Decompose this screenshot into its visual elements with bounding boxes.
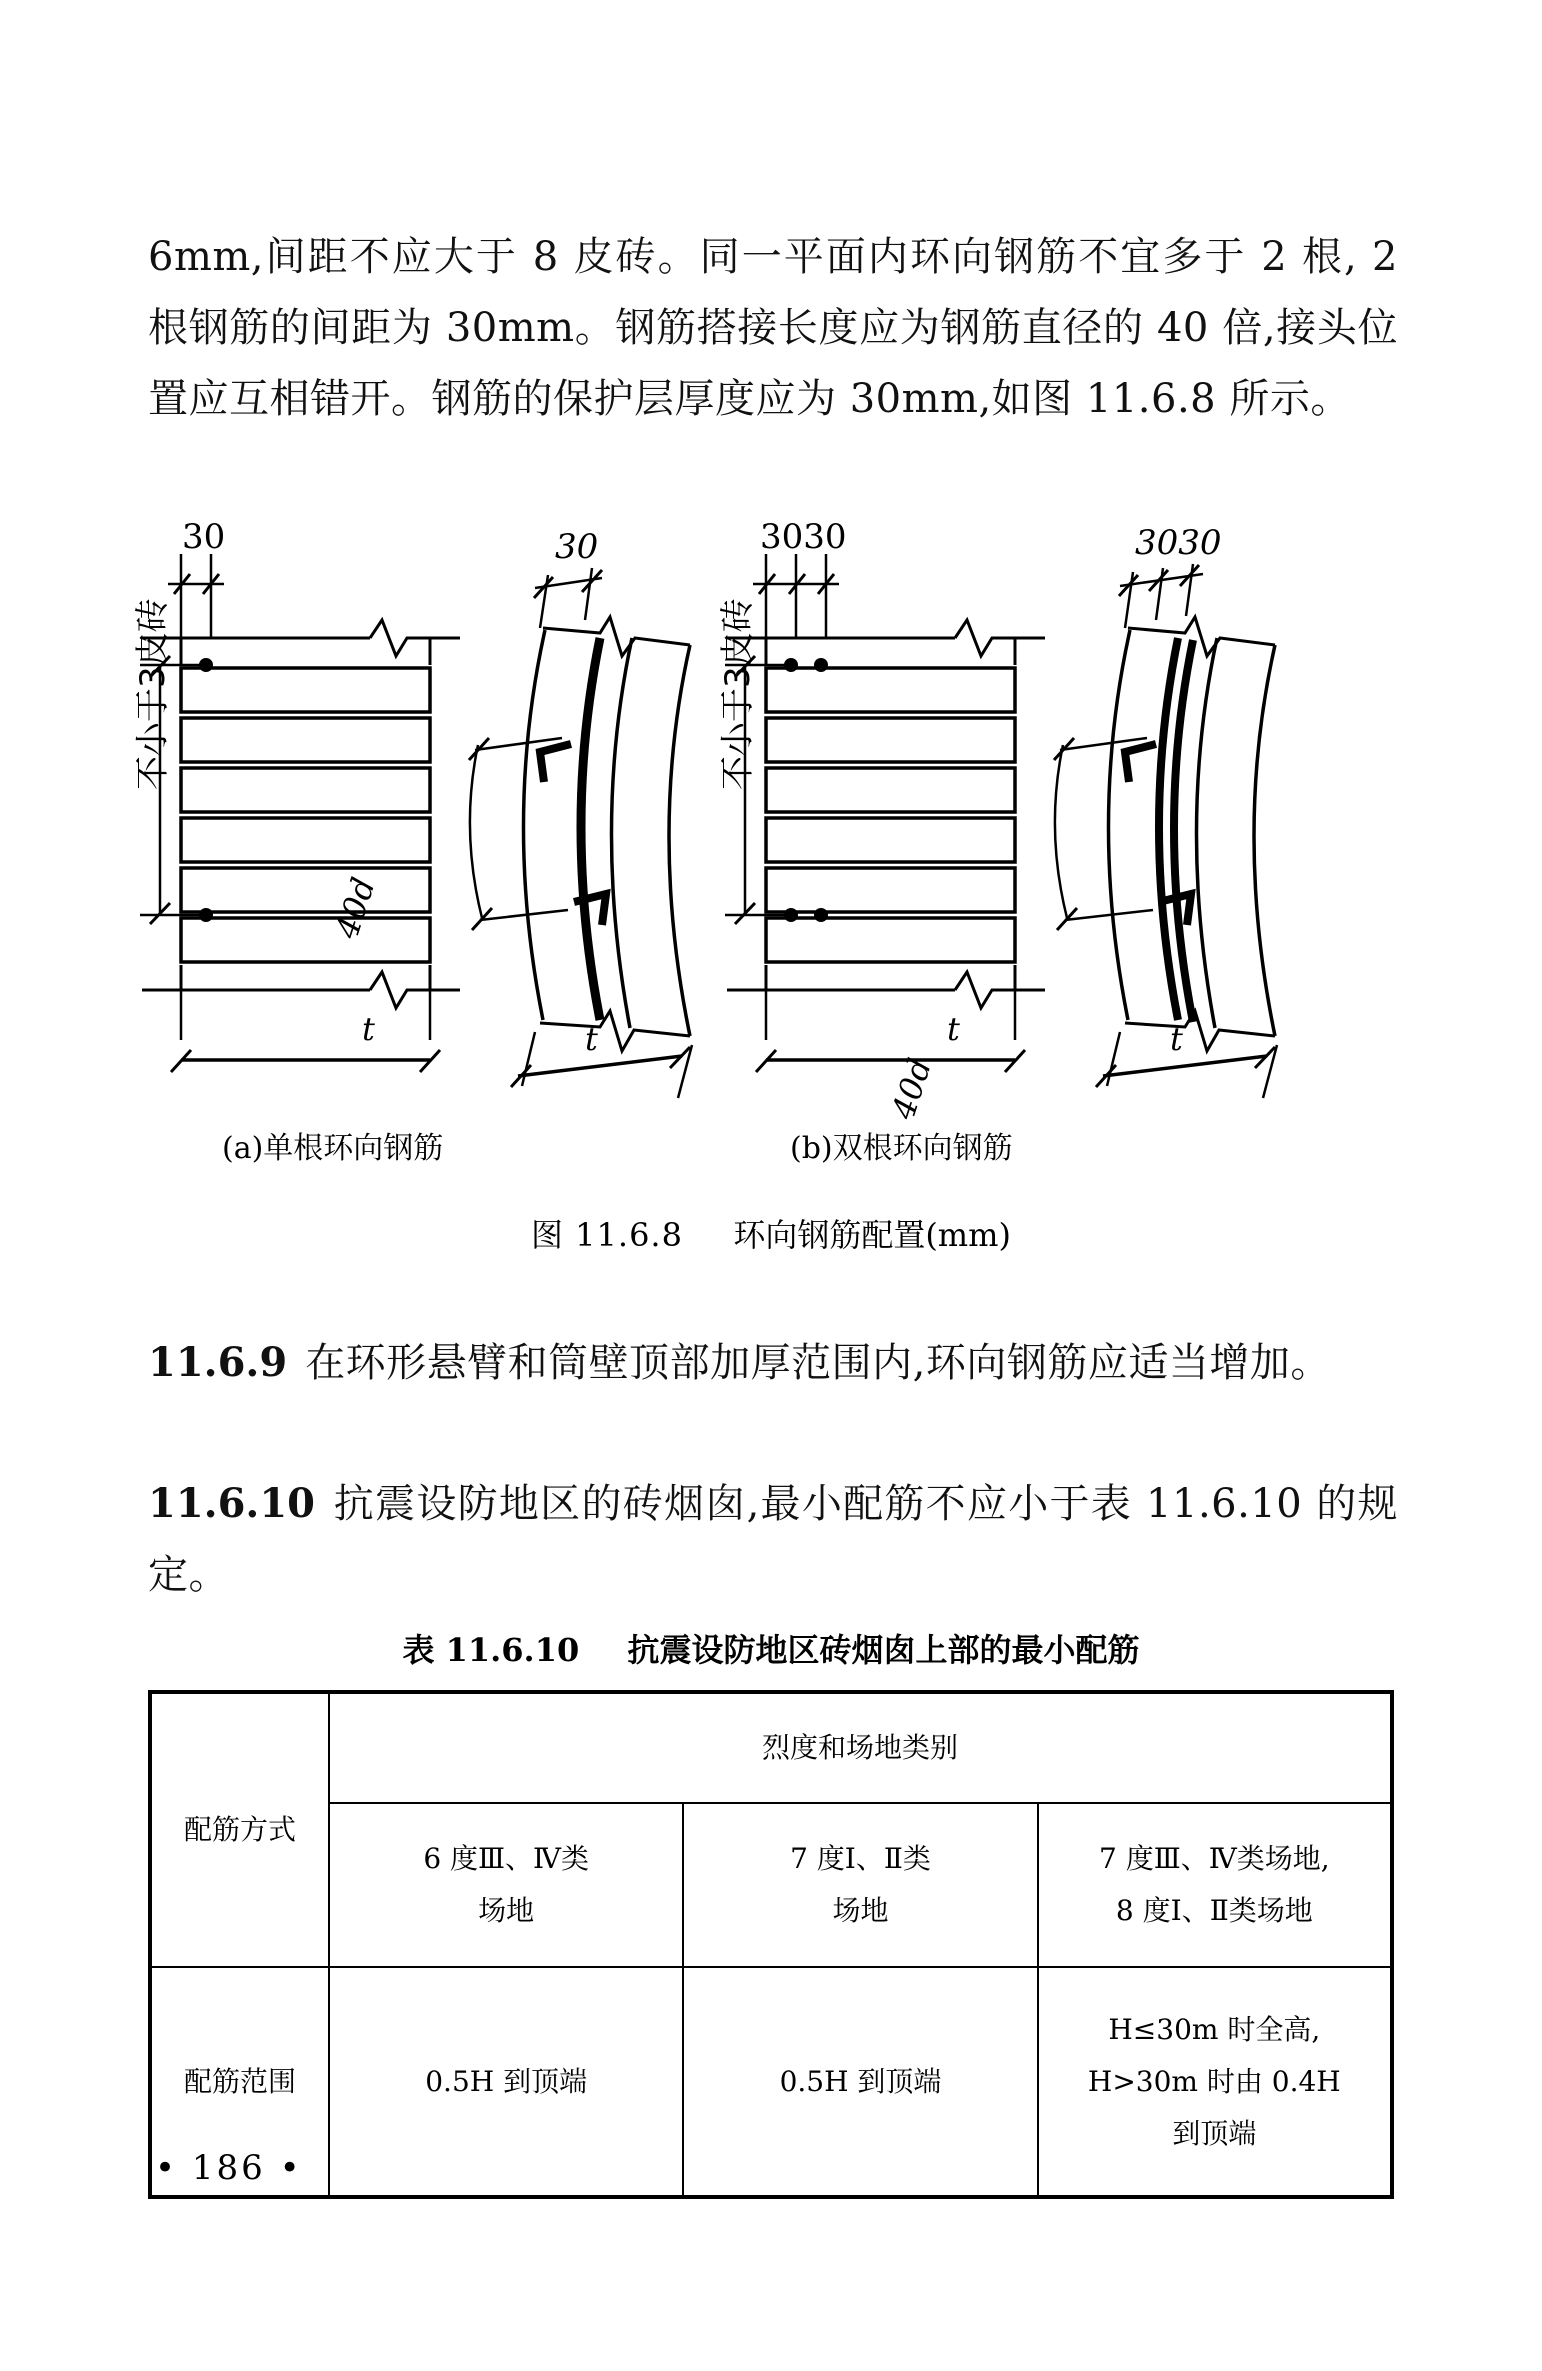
dim-label-30-a: 30 (182, 520, 226, 557)
col-header-2-line-2: 场地 (832, 1894, 889, 1927)
dim-label-t-a1: t (362, 1010, 375, 1048)
figure-subcaption-a: (a)单根环向钢筋 (222, 1131, 444, 1166)
page-number: • 186 • (155, 2148, 303, 2188)
cell-2-line-1: 0.5H 到顶端 (779, 2064, 942, 2098)
col-header-2-line-1: 7 度Ⅰ、Ⅱ类 (790, 1842, 931, 1875)
cell-3-line-2: H>30m 时由 0.4H (1087, 2064, 1341, 2098)
figure-subcaption-b: (b)双根环向钢筋 (790, 1131, 1013, 1166)
col-header-3-line-1: 7 度Ⅲ、Ⅳ类场地, (1099, 1842, 1330, 1875)
cell-3-line-1: H≤30m 时全高, (1108, 2012, 1321, 2046)
dim-label-40d-b: 40d (883, 1053, 940, 1124)
section-text-11-6-9: 在环形悬臂和筒壁顶部加厚范围内,环向钢筋应适当增加。 (305, 1340, 1331, 1386)
body-paragraph-intro: 6mm,间距不应大于 8 皮砖。同一平面内环向钢筋不宜多于 2 根, 2 根钢筋的间距为 30mm。钢筋搭接长度应为钢筋直径的 40 倍,接头位置应互相错开。钢筋的保护层厚度应为 30mm,如图 11.6.8 所示。 (148, 234, 1398, 422)
figure-caption-text: 环向钢筋配置(mm) (733, 1216, 1011, 1254)
section-number-11-6-10: 11.6.10 (148, 1480, 316, 1527)
table-header-row (150, 1692, 1392, 1803)
table-title-text: 抗震设防地区砖烟囱上部的最小配筋 (627, 1631, 1140, 1669)
table-cell-2 (683, 1967, 1037, 2197)
dim-label-3030-b: 3030 (760, 520, 847, 557)
elevation-double-rebar (725, 554, 1045, 1072)
table-row-label: 配筋范围 (150, 1967, 329, 2197)
dim-label-t-b2: t (1170, 1020, 1183, 1058)
table-col-header-3 (1038, 1803, 1392, 1967)
dim-label-40d-a: 40d (327, 872, 383, 943)
section-single-rebar (469, 568, 692, 1098)
dim-label-t-b1: t (947, 1010, 960, 1048)
table-cell-1 (329, 1967, 683, 2197)
section-double-rebar (1054, 564, 1277, 1098)
table-title (0, 1625, 1542, 1671)
table-cell-3 (1038, 1967, 1392, 2197)
table-row (150, 1967, 1392, 2197)
col-header-1-line-1: 6 度Ⅲ、Ⅳ类 (423, 1842, 590, 1875)
dim-label-30-a2: 30 (555, 527, 599, 567)
section-11-6-9 (148, 1327, 1398, 1399)
table-title-label: 表 11.6.10 (402, 1631, 580, 1669)
table-col-header-2 (683, 1803, 1037, 1967)
table-col-header-1 (329, 1803, 683, 1967)
col-header-3-line-2: 8 度Ⅰ、Ⅱ类场地 (1115, 1894, 1313, 1927)
dim-label-t-a2: t (585, 1020, 598, 1058)
table-subheader-row (150, 1803, 1392, 1967)
figure-caption (0, 1210, 1542, 1256)
cell-3-line-3: 到顶端 (1172, 2116, 1257, 2150)
dim-label-3030-b2: 3030 (1135, 523, 1222, 563)
elevation-single-rebar (140, 554, 460, 1072)
section-number-11-6-9: 11.6.9 (148, 1339, 288, 1386)
col-header-1-line-2: 场地 (478, 1894, 535, 1927)
section-11-6-10 (148, 1468, 1398, 1611)
minimum-reinforcement-table (148, 1690, 1394, 2199)
table-header-span: 烈度和场地类别 (329, 1692, 1392, 1803)
note-label-3-courses-a: 不小于3皮砖 (133, 598, 173, 790)
table-header-corner: 配筋方式 (150, 1692, 329, 1967)
figure-drawing (130, 520, 1420, 1220)
cell-1-line-1: 0.5H 到顶端 (425, 2064, 588, 2098)
section-text-11-6-10: 抗震设防地区的砖烟囱,最小配筋不应小于表 11.6.10 的规定。 (148, 1481, 1398, 1598)
note-label-3-courses-b: 不小于3皮砖 (718, 598, 758, 790)
figure-caption-label: 图 11.6.8 (531, 1216, 683, 1254)
